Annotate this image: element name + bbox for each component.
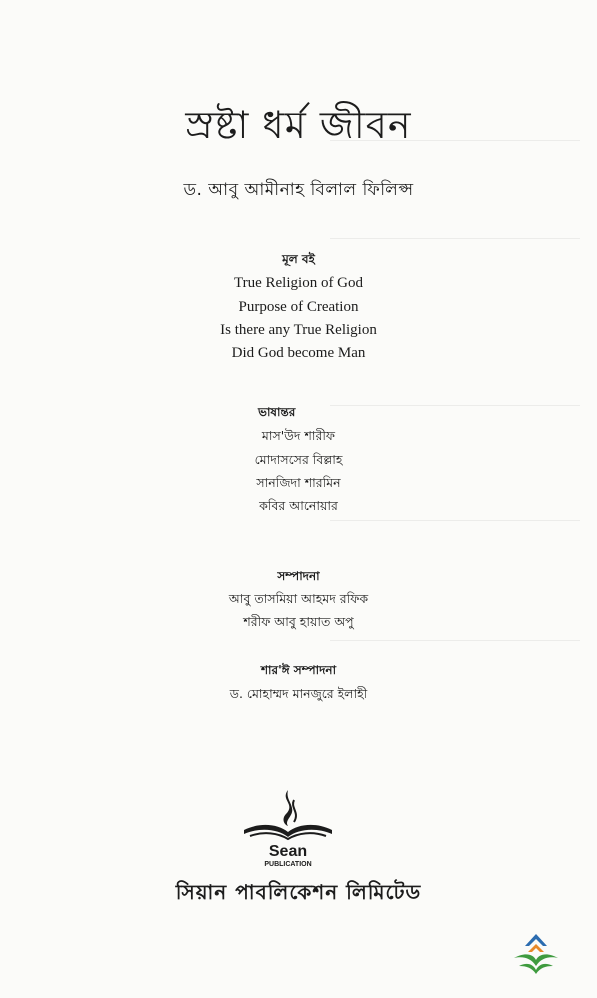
- bleed-through: [330, 238, 580, 239]
- author-name: ড. আবু আমীনাহ বিলাল ফিলিপ্স: [183, 180, 414, 200]
- sharia-editor-name: ড. মোহাম্মদ মানজুরে ইলাহী: [229, 686, 368, 701]
- editor-name: শরীফ আবু হায়াত অপু: [243, 614, 354, 629]
- translator-name: কবির আনোয়ার: [259, 498, 338, 513]
- corner-logo: [511, 932, 561, 976]
- bleed-through: [330, 520, 580, 521]
- publisher-name: সিয়ান পাবলিকেশন লিমিটেড: [175, 880, 422, 904]
- original-heading: মূল বই: [282, 252, 315, 266]
- original-book: Is there any True Religion: [220, 322, 377, 338]
- stacked-chevrons-icon: [511, 932, 561, 976]
- original-book: Did God become Man: [231, 345, 366, 361]
- translation-heading: ভাষান্তর: [258, 405, 296, 419]
- original-book: Purpose of Creation: [238, 299, 359, 315]
- bleed-through: [330, 640, 580, 641]
- logo-subtext: PUBLICATION: [264, 861, 312, 868]
- translator-name: মোদাসসের বিল্লাহ: [254, 452, 343, 467]
- publisher-logo: [236, 786, 340, 868]
- bleed-through: [330, 405, 580, 406]
- editor-name: আবু তাসমিয়া আহমদ রফিক: [228, 591, 369, 606]
- book-title: স্রষ্টা ধর্ম জীবন: [185, 103, 412, 147]
- original-book: True Religion of God: [233, 275, 364, 291]
- editing-heading: সম্পাদনা: [277, 569, 320, 583]
- logo-wordmark: Sean: [268, 843, 308, 860]
- translator-name: মাস'উদ শারীফ: [261, 428, 336, 443]
- translator-name: সানজিদা শারমিন: [256, 475, 341, 490]
- open-book-flame-icon: [236, 786, 340, 868]
- sharia-editing-heading: শার'ঈ সম্পাদনা: [260, 663, 337, 677]
